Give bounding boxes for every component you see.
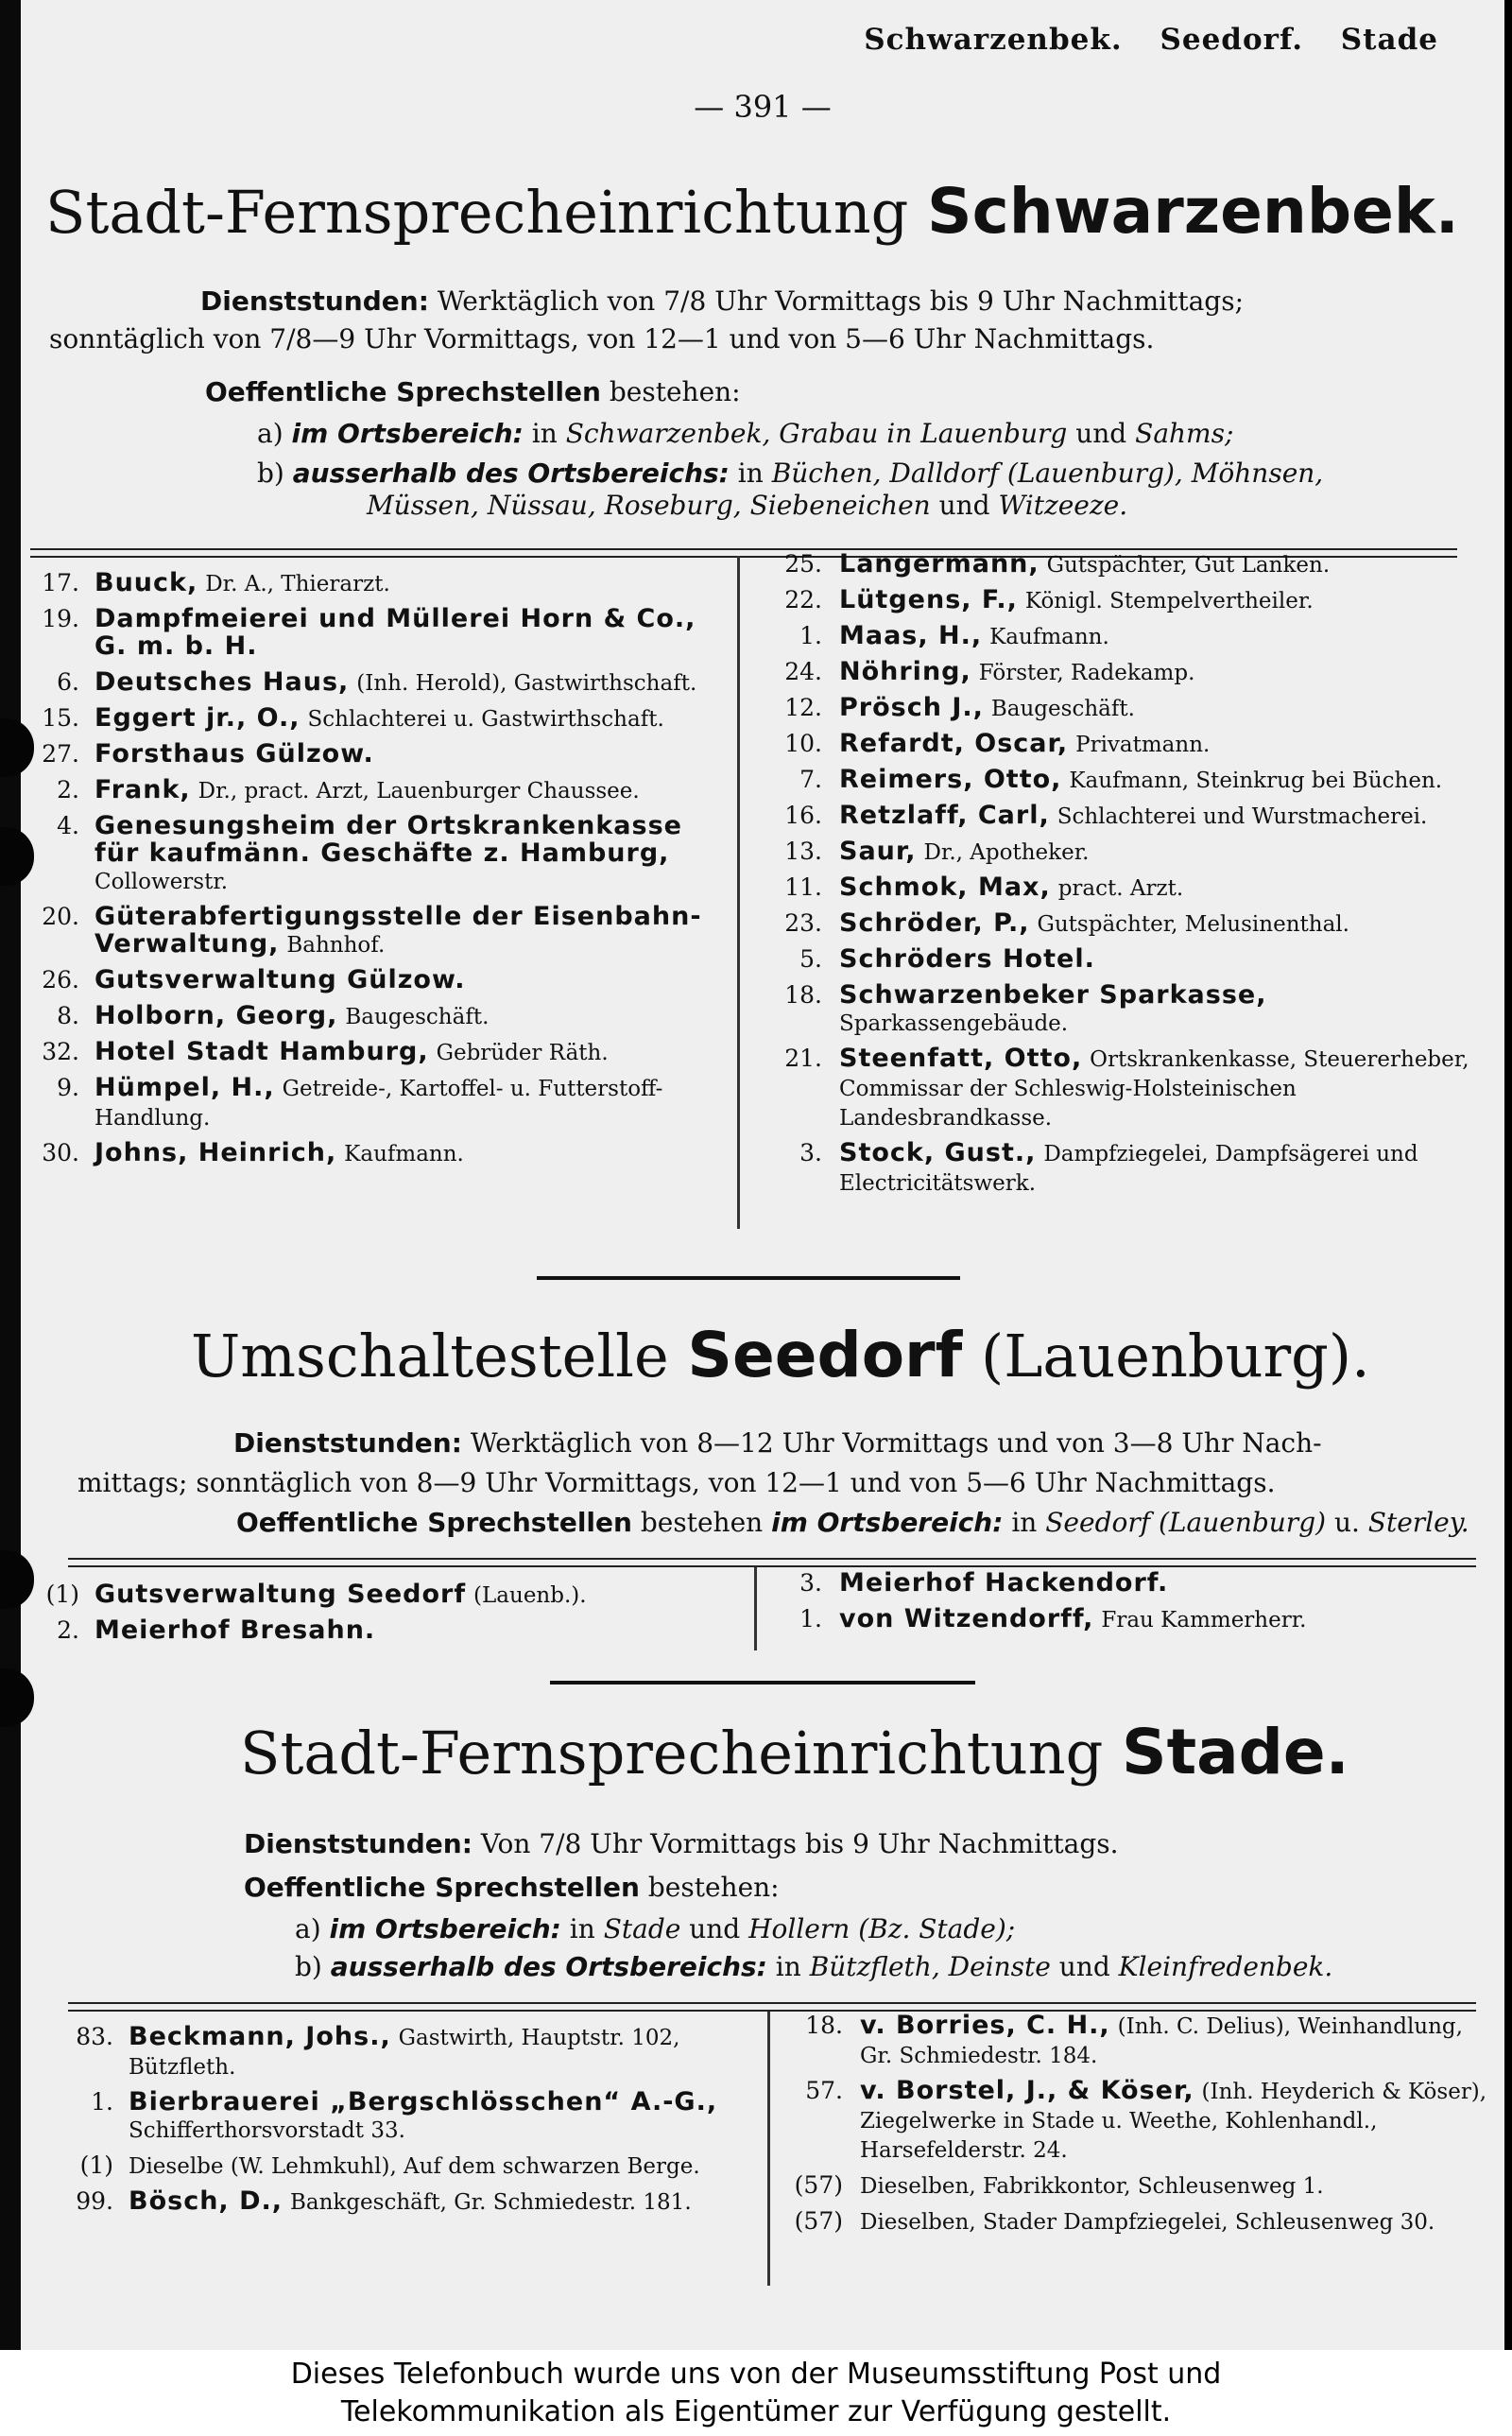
line-number: 26. [42,966,79,993]
public-offices-heading [236,1505,1469,1540]
place-list: Schwarzenbek, Grabau in Lauenburg [565,418,1068,449]
directory-right-column [777,2012,1495,2243]
area-label: ausserhalb des Ortsbereichs: [330,1951,767,1982]
subscriber-details: Privatmann. [1075,733,1211,757]
subscriber-name: Prösch J., [839,693,984,722]
place-list: Stade [603,1913,681,1944]
directory-entry [756,802,1484,831]
subscriber-details: Dieselben, Stader Dampfziegelei, Schleusenweg 30. [860,2210,1435,2235]
line-number: 11. [784,873,822,901]
public-offices-verb: bestehen [640,1507,764,1538]
offices-outside-cont [367,488,1127,523]
subscriber-name: Hümpel, H., [94,1073,275,1102]
subscriber-name: Johns, Heinrich, [94,1138,337,1167]
line-number: 6. [57,668,79,696]
subscriber-name: Eggert jr., O., [94,703,301,733]
line-number: 3. [799,1569,822,1597]
directory-entry [25,903,724,959]
line-number: 18. [805,2012,843,2039]
directory-entry [59,2023,758,2082]
entry-text [860,2077,1495,2165]
subscriber-details: Ortskrankenkasse, Steuererheber, Commissar der Schleswig-Holsteinischen Landesbrandkasse. [839,1047,1469,1131]
line-number: (1) [79,2151,113,2179]
subscriber-details: Frau Kammerherr. [1101,1608,1307,1633]
subscriber-details: Dampfziegelei, Dampfsägerei und Electricitätswerk. [839,1142,1418,1196]
subscriber-details: Getreide-, Kartoffel- u. Futterstoff-Handlung. [94,1077,663,1131]
subscriber-name: Retzlaff, Carl, [839,801,1050,830]
entry-text [839,1605,1484,1634]
entry-text [860,2012,1495,2070]
subscriber-details: Kaufmann, Steinkrug bei Büchen. [1069,769,1443,793]
public-offices-heading [244,1870,780,1905]
entry-text [839,838,1484,867]
entry-text [839,658,1484,687]
directory-entry [756,586,1484,615]
service-hours-label: Dienststunden: [200,285,429,317]
directory-entry [25,740,724,769]
subscriber-details: Dr. A., Thierarzt. [205,572,390,596]
entry-text [94,1139,724,1168]
subscriber-details: pract. Arzt. [1057,876,1184,901]
archive-footer [0,2350,1512,2436]
directory-entry [756,730,1484,759]
subscriber-name: Reimers, Otto, [839,765,1062,794]
line-number: 10. [784,730,822,757]
subscriber-name: Schröders Hotel. [839,944,1095,974]
place-list: Kleinfredenbek. [1118,1951,1333,1982]
place-list: Büchen, Dalldorf (Lauenburg), Möhnsen, [771,458,1324,489]
entry-text [94,1038,724,1067]
subscriber-details: Schifferthorsvorstadt 33. [129,2118,405,2143]
entry-text [839,694,1484,723]
subscriber-name: v. Borstel, J., & Köser, [860,2076,1194,2105]
word: und [689,1913,741,1944]
line-number: 5. [799,945,822,973]
subscriber-name: v. Borries, C. H., [860,2011,1110,2040]
offices-outside [257,456,1323,491]
public-offices-heading [205,374,741,409]
entry-text [94,740,724,769]
directory-entry [756,550,1484,579]
line-number: 25. [784,550,822,578]
subscriber-details: Dieselben, Fabrikkontor, Schleusenweg 1. [860,2174,1324,2199]
place-list: Witzeeze. [998,490,1128,521]
subscriber-details: (Inh. Herold), Gastwirthschaft. [356,671,697,696]
line-number: 83. [76,2023,113,2050]
subscriber-name: Buuck, [94,568,198,597]
entry-text [839,622,1484,651]
subscriber-details: Collowerstr. [94,870,229,894]
place-list: Müssen, Nüssau, Roseburg, Siebeneichen [367,490,931,521]
subscriber-name: Gutsverwaltung Seedorf [94,1580,467,1609]
public-offices-label: Oeffentliche Sprechstellen [236,1507,632,1538]
entry-text [839,730,1484,759]
word: und [1058,1951,1110,1982]
service-hours-line-1 [200,284,1244,319]
phonebook-page [21,0,1504,2350]
entry-text [839,909,1484,939]
directory-left-column [25,1581,743,1652]
running-head-item: Seedorf. [1160,23,1303,57]
line-number: 30. [42,1139,79,1166]
word: u. [1333,1507,1360,1538]
entry-text [839,766,1484,795]
word: in [569,1913,595,1944]
directory-entry [756,1139,1484,1198]
public-offices-verb: bestehen: [609,376,741,407]
title-place: Seedorf [687,1319,963,1391]
subscriber-name: Schmok, Max, [839,872,1051,902]
subscriber-name: Forsthaus Gülzow. [94,739,374,769]
subscriber-name: Holborn, Georg, [94,1001,338,1030]
subscriber-details: Sparkassengebäude. [839,1011,1069,1036]
directory-entry [777,2012,1495,2070]
word: und [938,490,990,521]
directory-entry [777,2207,1495,2237]
subscriber-name: Lütgens, F., [839,585,1018,614]
directory-entry [756,622,1484,651]
directory-entry [756,1045,1484,1132]
double-rule [68,2002,1476,2012]
line-number: 23. [784,909,822,937]
running-head [837,23,1438,57]
subscriber-details: Bahnhof. [286,933,386,958]
entry-text [94,1074,724,1132]
line-number: 8. [57,1002,79,1029]
place-list: Seedorf (Lauenburg) [1045,1507,1327,1538]
entry-text [94,903,724,959]
directory-left-column [25,569,724,1175]
line-number: 1. [799,622,822,649]
column-divider [767,2012,770,2286]
subscriber-details: Baugeschäft. [990,697,1135,721]
subscriber-name: Schröder, P., [839,908,1030,938]
directory-entry [59,2187,758,2217]
section-title-stade [240,1716,1349,1788]
line-number: 24. [784,658,822,685]
line-number: 21. [784,1045,822,1072]
running-head-item: Stade [1340,23,1438,57]
subscriber-name: Dampfmeierei und Müllerei Horn & Co., G. m. b. H. [94,604,696,661]
subscriber-details: Dr., pract. Arzt, Lauenburger Chaussee. [198,779,640,803]
offices-local [295,1911,1015,1946]
service-hours-label: Dienststunden: [244,1828,472,1859]
directory-entry [756,658,1484,687]
directory-entry [25,1074,724,1132]
section-separator [537,1276,960,1280]
subscriber-name: Genesungsheim der Ortskrankenkasse für kaufmänn. Geschäfte z. Hamburg, [94,811,682,868]
directory-entry [25,1616,743,1646]
service-hours-text: Werktäglich von 7/8 Uhr Vormittags bis 9 Uhr Nachmittags; [437,285,1245,317]
subscriber-details: Dr., Apotheker. [923,840,1090,865]
place-list: Sterley. [1367,1507,1469,1538]
entry-text [839,1139,1484,1198]
subscriber-details: Kaufmann. [989,625,1109,649]
directory-entry [756,1569,1484,1598]
entry-text [860,2207,1495,2237]
subscriber-name: Güterabfertigungsstelle der Eisenbahn-Verwaltung, [94,902,702,959]
subscriber-details: Schlachterei u. Gastwirthschaft. [307,707,664,732]
subscriber-details: Gutspächter, Melusinenthal. [1037,912,1349,937]
subscriber-details: Gastwirth, Hauptstr. 102, Bützfleth. [129,2026,680,2080]
entry-text [839,873,1484,903]
subscriber-name: Hotel Stadt Hamburg, [94,1037,429,1066]
directory-entry [25,569,724,598]
area-label: im Ortsbereich: [291,418,524,449]
service-hours-text: Werktäglich von 8—12 Uhr Vormittags und von 3—8 Uhr Nach- [470,1427,1322,1459]
column-divider [737,556,740,1229]
entry-text [839,945,1484,975]
directory-entry [25,1581,743,1610]
service-hours-line-2: sonntäglich von 7/8—9 Uhr Vormittags, von 12—1 und von 5—6 Uhr Nachmittags. [49,323,1155,354]
offices-outside [295,1949,1332,1984]
line-number: 2. [57,1616,79,1644]
subscriber-name: Schwarzenbeker Sparkasse, [839,980,1267,1010]
entry-text [94,668,724,698]
place-list: Bützfleth, Deinste [809,1951,1051,1982]
subscriber-details: (Lauenb.). [473,1583,587,1608]
item-mark: a) [295,1913,321,1944]
directory-entry [25,966,724,995]
page-number: — 391 — [694,89,832,125]
line-number: 4. [57,812,79,839]
directory-entry [59,2151,758,2181]
subscriber-details: Bankgeschäft, Gr. Schmiedestr. 181. [289,2190,692,2215]
subscriber-name: Stock, Gust., [839,1138,1037,1167]
word: in [775,1951,801,1982]
item-mark: b) [257,458,284,489]
line-number: 1. [91,2088,113,2116]
directory-entry [756,1605,1484,1634]
item-mark: a) [257,418,284,449]
entry-text [129,2187,758,2217]
directory-entry [756,766,1484,795]
directory-entry [59,2088,758,2145]
line-number: (1) [45,1581,79,1608]
subscriber-details: Baugeschäft. [345,1005,490,1029]
entry-text [94,1616,743,1646]
line-number: 18. [784,981,822,1009]
entry-text [839,550,1484,579]
line-number: 15. [42,704,79,732]
entry-text [839,1569,1484,1598]
word: in [737,458,764,489]
entry-text [839,802,1484,831]
public-offices-label: Oeffentliche Sprechstellen [205,376,601,407]
running-head-item: Schwarzenbek. [864,23,1123,57]
footer-line: Telekommunikation als Eigentümer zur Verfügung gestellt. [340,2395,1172,2428]
line-number: 20. [42,903,79,930]
entry-text [839,586,1484,615]
double-rule [68,1558,1476,1567]
place-list: Sahms; [1135,418,1234,449]
entry-text [860,2171,1495,2201]
directory-entry [777,2077,1495,2165]
line-number: 16. [784,802,822,829]
entry-text [839,981,1484,1038]
line-number: 9. [57,1074,79,1101]
line-number: 19. [42,605,79,632]
service-hours-line-1 [233,1425,1322,1460]
directory-entry [756,945,1484,975]
subscriber-name: Deutsches Haus, [94,667,350,697]
subscriber-name: Frank, [94,775,191,804]
subscriber-name: Steenfatt, Otto, [839,1044,1083,1073]
line-number: 13. [784,838,822,865]
entry-text [129,2023,758,2082]
subscriber-name: Nöhring, [839,657,971,686]
line-number: 57. [805,2077,843,2104]
entry-text [94,812,724,896]
directory-entry [777,2171,1495,2201]
directory-entry [25,1002,724,1031]
subscriber-details: Förster, Radekamp. [978,661,1195,685]
word: und [1075,418,1127,449]
word: in [1011,1507,1038,1538]
subscriber-name: Saur, [839,837,917,866]
directory-entry [25,776,724,805]
directory-right-column [756,1569,1484,1641]
subscriber-details: (Inh. Heyderich & Köser), Ziegelwerke in Stade u. Weethe, Kohlenhandl., Harsefelderstr. 24. [860,2080,1487,2163]
title-prefix: Stadt-Fernsprecheinrichtung [45,178,909,247]
subscriber-details: Schlachterei und Wurstmacherei. [1057,804,1428,829]
line-number: 3. [799,1139,822,1166]
directory-entry [25,704,724,734]
line-number: 27. [42,740,79,768]
directory-entry [25,1139,724,1168]
entry-text [94,704,724,734]
entry-text [839,1045,1484,1132]
line-number: 99. [76,2187,113,2215]
binding-edge [0,0,21,2350]
public-offices-verb: bestehen: [647,1872,780,1903]
entry-text [129,2151,758,2181]
footer-line: Dieses Telefonbuch wurde uns von der Museumsstiftung Post und [290,2358,1222,2391]
directory-entry [25,1038,724,1067]
subscriber-name: Langermann, [839,549,1040,579]
line-number: (57) [794,2171,843,2199]
directory-left-column [59,2023,758,2223]
section-title-seedorf [191,1319,1370,1391]
directory-entry [756,909,1484,939]
line-number: 22. [784,586,822,613]
title-prefix: Umschaltestelle [191,1322,669,1391]
line-number: 1. [799,1605,822,1633]
subscriber-name: Bösch, D., [129,2186,284,2216]
line-number: 17. [42,569,79,596]
subscriber-details: Dieselbe (W. Lehmkuhl), Auf dem schwarzen Berge. [129,2154,700,2179]
directory-right-column [756,550,1484,1204]
area-label: im Ortsbereich: [329,1913,561,1944]
subscriber-name: Bierbrauerei „Bergschlösschen“ A.-G., [129,2087,718,2116]
service-hours-line-2: mittags; sonntäglich von 8—9 Uhr Vormittags, von 12—1 und von 5—6 Uhr Nachmittags. [77,1467,1276,1498]
section-separator [550,1681,975,1684]
directory-entry [756,694,1484,723]
area-label: ausserhalb des Ortsbereichs: [292,458,730,489]
title-place: Stade. [1122,1716,1349,1788]
subscriber-name: Meierhof Hackendorf. [839,1568,1169,1598]
subscriber-details: Kaufmann. [344,1142,464,1166]
directory-entry [756,838,1484,867]
entry-text [94,1581,743,1610]
title-prefix: Stadt-Fernsprecheinrichtung [240,1719,1104,1788]
directory-entry [756,873,1484,903]
section-title-schwarzenbek [45,175,1459,248]
line-number: 7. [799,766,822,793]
subscriber-name: Meierhof Bresahn. [94,1615,376,1645]
subscriber-name: von Witzendorff, [839,1604,1094,1633]
subscriber-name: Gutsverwaltung Gülzow. [94,965,466,994]
subscriber-details: Gutspächter, Gut Lanken. [1046,553,1331,578]
entry-text [94,569,724,598]
line-number: (57) [794,2207,843,2235]
entry-text [94,1002,724,1031]
line-number: 2. [57,776,79,803]
title-suffix: (Lauenburg). [981,1322,1370,1391]
subscriber-name: Beckmann, Johs., [129,2022,391,2051]
subscriber-details: (Inh. C. Delius), Weinhandlung, Gr. Schmiedestr. 184. [860,2014,1463,2068]
directory-entry [25,668,724,698]
directory-entry [25,605,724,662]
place-list: Hollern (Bz. Stade); [748,1913,1016,1944]
public-offices-label: Oeffentliche Sprechstellen [244,1872,640,1903]
directory-entry [25,812,724,896]
item-mark: b) [295,1951,322,1982]
entry-text [94,776,724,805]
subscriber-name: Maas, H., [839,621,983,650]
line-number: 32. [42,1038,79,1065]
title-place: Schwarzenbek. [927,175,1459,248]
directory-entry [756,981,1484,1038]
subscriber-details: Königl. Stempelvertheiler. [1024,589,1314,613]
entry-text [94,966,724,995]
entry-text [129,2088,758,2145]
subscriber-name: Refardt, Oscar, [839,729,1069,758]
service-hours-text: Von 7/8 Uhr Vormittags bis 9 Uhr Nachmittags. [480,1828,1119,1859]
service-hours-label: Dienststunden: [233,1427,462,1459]
offices-local [257,416,1233,451]
line-number: 12. [784,694,822,721]
entry-text [94,605,724,662]
word: in [531,418,558,449]
service-hours-line-1 [244,1826,1119,1861]
area-label: im Ortsbereich: [771,1507,1004,1538]
subscriber-details: Gebrüder Räth. [436,1041,609,1065]
